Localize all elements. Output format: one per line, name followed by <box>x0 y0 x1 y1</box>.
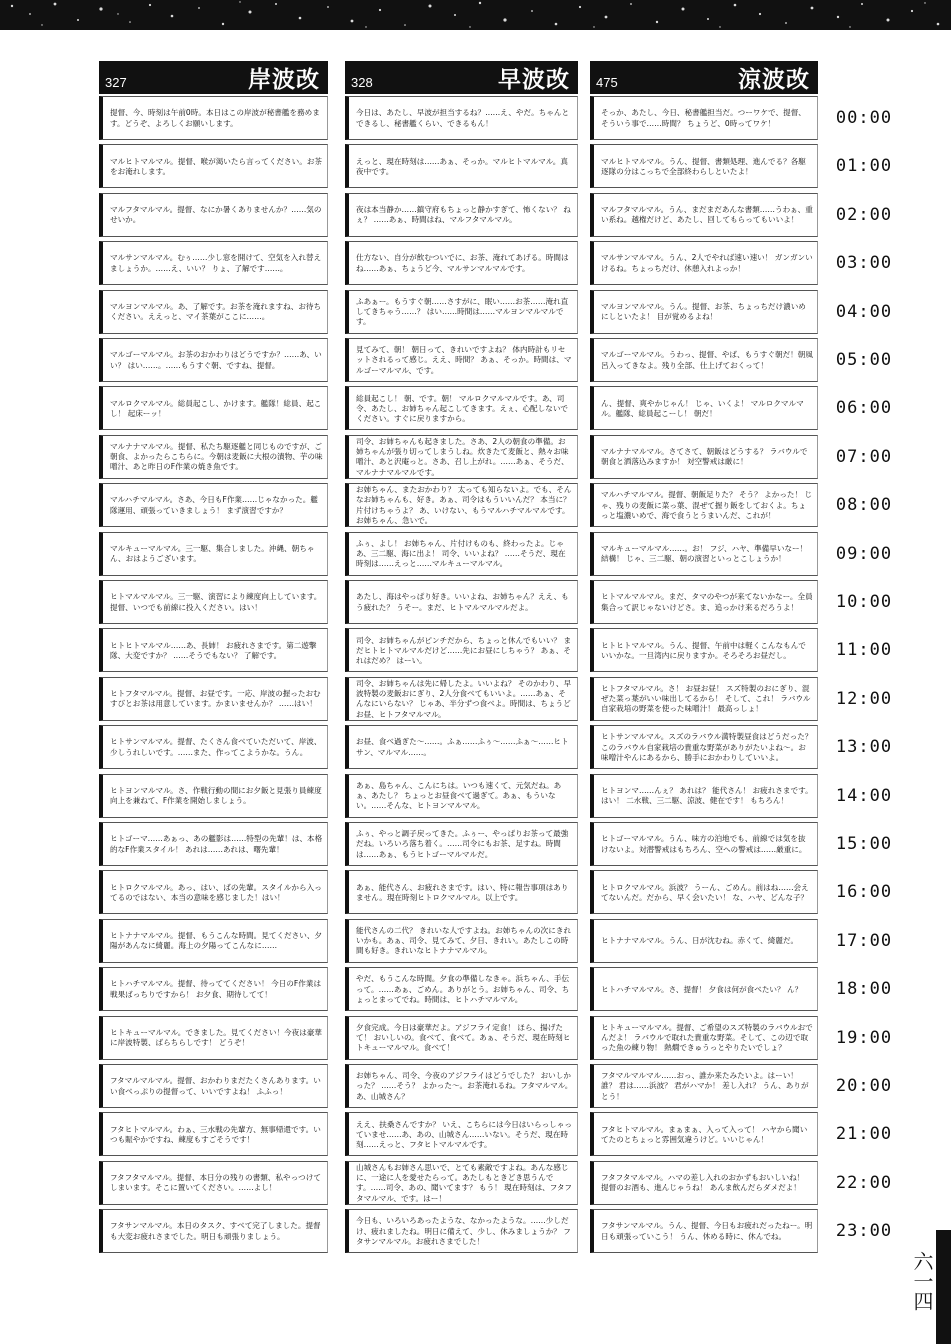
suzunami-line: ヒトヒトマルマル。うん、提督、午前中は軽くこんなもんでいいかな。一旦湾内に戻りますか。そろそろお昼だし。 <box>601 640 806 660</box>
kishinami-line: マルゴーマルマル。お茶のおかわりはどうですか？……あ、いい？ はい……。……もうすぐ朝、ですね、提督。 <box>110 350 322 370</box>
column-header-suzunami <box>590 61 818 94</box>
hayanami-line: ふぅ、よし！ お姉ちゃん、片付けものも、終わったよ。じゃあ、三二駆、海に出よ！ 司令、いいよね？ ……そうだ、現在時刻は……えっと……マルキューマルマル。 <box>356 538 566 569</box>
suzunami-line: マルハチマルマル。提督、朝飯足りた？ そう？ よかった！ じゃ、残りの麦飯に菜っ葉、混ぜて握り飯をしておくよ。ちょっと塩濃いめで、海で食うとうまいんだ、これが！ <box>601 490 813 520</box>
time-label: 18:00 <box>835 979 893 1000</box>
hayanami-line: 仕方ない、自分が飲むついでに、お茶、淹れてあげる。時間はね……あぁ、ちょうど今、マルサンマルマルです。 <box>356 253 569 273</box>
kishinami-line-cell <box>99 96 328 140</box>
table-row <box>99 532 899 577</box>
suzunami-line: ヒトハチマルマル。さ、提督！ 夕食は何が食べたい？ ん？ <box>601 984 803 994</box>
time-label: 10:00 <box>835 592 893 612</box>
suzunami-line-cell <box>590 1161 818 1205</box>
hayanami-line: お昼、食べ過ぎた～……。ふぁ……ふぅ～……ふぁ～……ヒトサン、マルマル……。 <box>356 737 569 757</box>
column-header-hayanami <box>345 61 578 94</box>
hayanami-line: ええ、扶桑さんですか？ いえ、こちらには今日はいらっしゃっていませ……あ、あの、山城さん……いない。そうだ、現在時刻……えっと、フタヒトマルマルです。 <box>356 1119 572 1149</box>
time-label: 04:00 <box>835 301 893 322</box>
time-label: 21:00 <box>835 1124 893 1145</box>
kishinami-line: 提督、今、時刻は午前0時。本日はこの岸波が秘書艦を務めます。どうぞ、よろしくお願いします。 <box>110 108 320 128</box>
ship-name: 涼波改 <box>738 66 810 93</box>
time-label: 02:00 <box>835 204 893 225</box>
kishinami-line-cell <box>99 919 328 963</box>
hayanami-line-cell <box>345 580 578 624</box>
suzunami-line-cell <box>590 435 818 479</box>
suzunami-line: フタフタマルマル。ハマの差し入れのおかずもおいしいね！ 提督のお酒も、進んじゃうね！ あんま飲んだらダメだよ！ <box>601 1173 805 1193</box>
suzunami-line-cell <box>590 386 818 430</box>
kishinami-line: ヒトサンマルマル。提督、たくさん食べていただいて、岸波、少しうれしいです。……また、作ってこようかな。うん。 <box>110 737 322 757</box>
hayanami-line-cell <box>345 1161 578 1205</box>
kishinami-line: ヒトゴーマ……あぁっ、あの艦影は……特型の先輩！は、本格的なF作業スタイル！ あれは……あれは、曙先輩！ <box>110 834 323 854</box>
suzunami-line: マルキューマルマル……。お！ フジ、ハヤ、準備早いなー！ 結構！ じゃ、三二駆、朝の演習といっとこしょうか！ <box>601 543 808 564</box>
suzunami-line: マルナナマルマル。さてさて、朝飯はどうする？ ラバウルで朝食と洒落込みますか！ 対空警戒は厳に！ <box>601 447 808 467</box>
hayanami-line-cell <box>345 870 578 914</box>
table-row <box>99 677 899 722</box>
kishinami-line-cell <box>99 241 328 285</box>
suzunami-line-cell <box>590 580 818 624</box>
table-row <box>99 628 899 673</box>
kishinami-line-cell <box>99 677 328 721</box>
hayanami-line: 総員起こし！ 朝、です。朝！ マルロクマルマルです。あ、司令、あたし、お姉ちゃん起こしてきます。えぇ、心配しないでください。すぐに戻りますから。 <box>356 393 569 423</box>
suzunami-line-cell <box>590 725 818 769</box>
kishinami-line: マルハチマルマル。さあ、今日もF作業……じゃなかった。艦隊運用、頑張っていきましょう！ まず演習ですか？ <box>110 495 318 515</box>
time-label: 14:00 <box>835 785 893 806</box>
ship-number: 327 <box>105 75 127 90</box>
kishinami-line: ヒトナナマルマル。提督、もうこんな時間。見てください、夕陽があんなに綺麗。海上の夕陽ってこんなに…… <box>110 931 323 951</box>
hayanami-line: お姉ちゃん、またおかわり？ 太っても知らないよ。でも、そんなお姉ちゃんも、好き。あぁ、司令はもういいんだ？ 本当に？ 片付けちゃうよ？ あ、いけない、もうマルハチマルマルです。お姉ちゃん、急いで。 <box>356 485 572 525</box>
hayanami-line-cell <box>345 532 578 576</box>
hayanami-line: 山城さんもお姉さん思いで、とても素敵ですよね。あんな感じに、一途に人を愛せたらって。あたしもときどき思うんです。……司令、あの、聞いてます？ もう！ 現在時刻は、フタフタマルマル、です。はー！ <box>356 1162 573 1203</box>
table-row <box>99 1112 899 1157</box>
hayanami-line: やだ、もうこんな時間。夕食の準備しなきゃ。浜ちゃん、手伝って。……あぁ、ごめん。ありがとう。お姉ちゃん、司令、ちょっとまってでね。時間は、ヒトハチマルマル。 <box>356 974 570 1004</box>
suzunami-line-cell <box>590 870 818 914</box>
suzunami-line-cell <box>590 532 818 576</box>
table-row <box>99 144 899 189</box>
time-label: 15:00 <box>835 834 893 854</box>
hayanami-line-cell <box>345 241 578 285</box>
hayanami-line-cell <box>345 919 578 963</box>
column-header-kishinami <box>99 61 328 94</box>
kishinami-line: フタサンマルマル。本日のタスク、すべて完了しました。提督も大変お疲れさまでした。明日も頑張りましょう。 <box>110 1221 321 1241</box>
suzunami-line: ヒトヨンマ……んぇ？ あれは？ 能代さん！ お疲れさまです。はい！ 二水戦、三二駆、涼波、健在です！ もちろん！ <box>601 785 813 806</box>
table-row <box>99 967 899 1012</box>
table-row <box>99 822 899 867</box>
kishinami-line: マルキューマルマル。三一駆、集合しました。沖縄、朝ちゃん、おはようございます。 <box>110 543 315 564</box>
suzunami-line: ヒトゴーマルマル。うん、味方の泊地でも、前線では気を抜けないよ。対潜警戒はもちろん、空への警戒は……厳重に。 <box>601 834 807 854</box>
table-row <box>99 338 899 383</box>
suzunami-line-cell <box>590 193 818 237</box>
suzunami-line-cell <box>590 241 818 285</box>
suzunami-line: ヒトサンマルマル。スズのラバウル満特製昼食はどうだった？ このラバウル自家栽培の貴重な野菜がありがたいよね～。お味噌汁やんにあるから、勝手におかわりしていいよ。 <box>601 732 813 762</box>
kishinami-line-cell <box>99 290 328 334</box>
kishinami-line: マルフタマルマル。提督、なにか暑くありませんか？……気のせいか。 <box>110 205 322 225</box>
suzunami-line: ヒトフタマルマル。さ！ お昼お昼！ スズ特製のおにぎり、混ぜた菜っ葉がいい味出してるから！ そして、これ！ ラバウル自家栽培の野菜を使った味噌汁！ 最高っしょ！ <box>601 683 811 714</box>
suzunami-line-cell <box>590 290 818 334</box>
table-row <box>99 386 899 431</box>
table-row <box>99 870 899 915</box>
table-row <box>99 1161 899 1206</box>
table-row <box>99 580 899 625</box>
hayanami-line: 今日も、いろいろあったような、なかったような。……少しだけ、疲れましたね。明日に備えて、少し、休みましょうか？ フタサンマルマル。お疲れさまでした！ <box>356 1216 571 1246</box>
table-row <box>99 96 899 141</box>
time-label: 23:00 <box>835 1221 893 1242</box>
suzunami-line-cell <box>590 967 818 1011</box>
kishinami-line-cell <box>99 386 328 430</box>
table-row <box>99 290 899 335</box>
suzunami-line-cell <box>590 822 818 866</box>
kishinami-line: マルサンマルマル。むぅ……少し窓を開けて、空気を入れ替えましょうか。……え、いい？ りょ、了解です……。 <box>110 253 322 273</box>
time-label: 13:00 <box>835 737 893 758</box>
suzunami-line: フタサンマルマル。うん、提督、今日もお疲れだったねー。明日も頑張っていこう！ うん、休める時に、休んでね。 <box>601 1221 813 1241</box>
hayanami-line-cell <box>345 290 578 334</box>
kishinami-line: ヒトキューマルマル。できました。見てください！今夜は豪華に岸波特製、ばらちらしです！ どうぞ！ <box>110 1027 323 1048</box>
kishinami-line: ヒトヒトマルマル……あ、長姉！ お疲れさまです。第二遊撃隊、大変ですか？ ……そうでもない？ 了解です。 <box>110 640 317 660</box>
time-label: 01:00 <box>835 156 893 177</box>
table-row <box>99 725 899 770</box>
kishinami-line: マルヒトマルマル。提督、喉が渇いたら言ってください。お茶をお淹れします。 <box>110 156 323 176</box>
hayanami-line: 司令、お姉ちゃんも起きました。さあ、2人の朝食の準備。お姉ちゃんが張り切ってしまうしね。炊きたて麦飯と、熱々お味噌汁、あと沢庵っと。さあ、召し上がれ。……あぁ、そうだ、マルナナマルマルです。 <box>356 436 569 477</box>
table-row <box>99 1064 899 1109</box>
hayanami-line-cell <box>345 435 578 479</box>
kishinami-line-cell <box>99 338 328 382</box>
kishinami-line-cell <box>99 193 328 237</box>
page-edge-tab <box>936 1230 951 1344</box>
table-row <box>99 1209 899 1254</box>
kishinami-line: フタマルマルマル。提督、おかわりまだたくさんあります。いい食べっぷりの提督って、いいですよね！ ふふっ！ <box>110 1076 321 1096</box>
table-row <box>99 1016 899 1061</box>
suzunami-line-cell <box>590 96 818 140</box>
kishinami-line: ヒトフタマルマル。提督、お昼です。一応、岸波の握ったおむすびとお茶は用意しています。かまいませんか？ ……はい！ <box>110 689 321 709</box>
kishinami-line: ヒトロクマルマル。あっ、はい、ばの先輩。スタイルから入ってるのではない、本当の意味を感じました！はい！ <box>110 882 322 902</box>
time-label: 11:00 <box>835 640 893 661</box>
kishinami-line-cell <box>99 532 328 576</box>
suzunami-line: マルヨンマルマル。うん。提督、お茶、ちょっちだけ濃いめにしといたよ！ 目が覚めるよね！ <box>601 301 806 322</box>
suzunami-line: マルサンマルマル。うん、2人でやれば速い速い！ ガンガンいけるね。ちょっちだけ、休憩入れよっか！ <box>601 253 813 273</box>
suzunami-line: ヒトナナマルマル。うん、日が沈むね。赤くて、綺麗だ。 <box>601 936 799 946</box>
hayanami-line: 夜は本当静か……鎮守府もちょっと静かすぎて、怖くない？ ねぇ？ ……あぁ、時間はね、マルフタマルマル。 <box>356 205 571 225</box>
time-label: 06:00 <box>835 398 893 419</box>
time-label: 08:00 <box>835 495 893 516</box>
hayanami-line-cell <box>345 96 578 140</box>
kishinami-line: マルヨンマルマル。あ、了解です。お茶を淹れますね、お待ちください。ええっと、マイ茶葉がここに……。 <box>110 301 322 322</box>
kishinami-line-cell <box>99 870 328 914</box>
suzunami-line: ヒトロクマルマル。浜波？ うーん、ごめん。前はね……会えてないんだ。だから、早く会いたい！ な、ハヤ、どんな子？ <box>601 882 809 902</box>
suzunami-line: そっか、あたし、今日、秘書艦担当だ。つーワケで、提督、そういう事で……時間？ ちょうど、0時ってワケ！ <box>601 108 806 128</box>
kishinami-line: ヒトマルマルマル。三一駆、演習により練度向上しています。提督、いつでも前線に投入ください。はい！ <box>110 592 322 612</box>
kishinami-line-cell <box>99 1016 328 1060</box>
suzunami-line-cell <box>590 144 818 188</box>
hayanami-line: 能代さんの二代？ きれいな人ですよね。お姉ちゃんの次にきれいかも。あぁ、司令、見てみて、夕日、きれい。あたしこの時間も好き。きれいなヒトナナマルマル。 <box>356 925 572 956</box>
suzunami-line-cell <box>590 1209 818 1253</box>
hayanami-line: 司令、お姉ちゃんがピンチだから、ちょっと休んでもいい？ まだヒトヒトマルマルだけど……先にお昼にしちゃう？ あぁ、それはだめ？ はーい。 <box>356 635 572 665</box>
hayanami-line: 夕食完成。今日は豪華だよ。アジフライ定食！ ほら、揚げたて！ おいしいの。食べて、食べて。あぁ、そうだ、現在時刻ヒトキューマルマル。食べて！ <box>356 1022 571 1053</box>
hayanami-line-cell <box>345 628 578 672</box>
ship-number: 475 <box>596 75 618 90</box>
hayanami-line: ふぅ、やっと調子戻ってきた。ふぅー、やっぱりお茶って最強だね。いろいろ落ち着く。……司令にもお茶、足すね。時間は……あぁ、もうヒトゴーマルマルだ。 <box>356 829 569 859</box>
kishinami-line: マルナナマルマル。提督、私たち駆逐艦と同じものですが、ご朝食、よかったらこちらに。今朝は麦飯に大根の漬物、芋の味噌汁、あと昨日のF作業の焼き魚です。 <box>110 441 323 472</box>
hayanami-line-cell <box>345 967 578 1011</box>
time-label: 03:00 <box>835 253 893 274</box>
suzunami-line: ヒトキューマルマル。提督、ご希望のスズ特製のラバウルおでんだよ！ ラバウルで取れた貴重な野菜。そして、この辺で取った魚の練り物！ 熱燗できゅうっとやりたいでしょ？ <box>601 1022 813 1053</box>
suzunami-line: フタヒトマルマル。まぁまぁ、入って入って！ ハヤから聞いてたのとちょっと雰囲気違うけど。いいじゃん！ <box>601 1124 808 1144</box>
kishinami-line-cell <box>99 1112 328 1156</box>
suzunami-line-cell <box>590 338 818 382</box>
suzunami-line-cell <box>590 774 818 818</box>
kishinami-line-cell <box>99 967 328 1011</box>
kishinami-line: フタフタマルマル。提督、本日分の残りの書類、私やっつけてしまいます。そこに置いてください。……よし！ <box>110 1173 321 1193</box>
time-label: 09:00 <box>835 543 893 564</box>
hayanami-line-cell <box>345 677 578 721</box>
hayanami-line-cell <box>345 774 578 818</box>
kishinami-line-cell <box>99 1209 328 1253</box>
hayanami-line-cell <box>345 725 578 769</box>
hayanami-line: あぁ、島ちゃん、こんにちは。いつも速くて、元気だね。あぁ、あたし？ ちょっとお昼食べて過ぎて。あぁ、もういない。……そんな、ヒトヨンマルマル。 <box>356 780 562 811</box>
time-label: 12:00 <box>835 688 893 709</box>
hayanami-line-cell <box>345 822 578 866</box>
suzunami-line: フタマルマルマル……おっ、誰か来たみたいよ。はーい！誰？ 君は……浜波？ 君がハマか！ 差し入れ？ うん、ありがとう！ <box>601 1071 809 1101</box>
kishinami-line-cell <box>99 580 328 624</box>
hayanami-line: あぁ、能代さん、お疲れさまです。はい、特に報告事項はありません。現在時刻ヒトロクマルマル。以上です。 <box>356 882 569 902</box>
kishinami-line-cell <box>99 774 328 818</box>
hayanami-line-cell <box>345 1016 578 1060</box>
hayanami-line-cell <box>345 193 578 237</box>
kishinami-line: フタヒトマルマル。わぁ、三水戦の先輩方、無事帰還です。いつも賑やかですね、練度もすごそうです！ <box>110 1124 321 1144</box>
table-row <box>99 435 899 480</box>
time-label: 22:00 <box>835 1172 893 1193</box>
ship-number: 328 <box>351 75 373 90</box>
hayanami-line: 見てみて、朝！ 朝日って、きれいですよね？ 体内時計もリセットされるって感じ。ええ、時間？ あぁ、そっか。時間は、マルゴーマルマル、です。 <box>356 345 572 375</box>
kishinami-line: ヒトハチマルマル。提督、待っててください！ 今日のF作業は戦果ばっちりですから！ お夕食、期待してて！ <box>110 979 322 999</box>
suzunami-line: マルフタマルマル。うん、まだまだあんな書類……うわぁ、重い系ね。越権だけど、あたし、回してもらってもいいよ！ <box>601 205 813 225</box>
ship-name: 岸波改 <box>248 66 320 93</box>
kishinami-line-cell <box>99 1064 328 1108</box>
hayanami-line: ふあぁー。もうすぐ朝……さすがに、眠い……お茶……淹れ直してきちゃう……？ はい……時間は……マルヨンマルマルです。 <box>356 296 569 327</box>
table-row <box>99 193 899 238</box>
hayanami-line-cell <box>345 1112 578 1156</box>
hayanami-line-cell <box>345 144 578 188</box>
time-label: 00:00 <box>835 108 893 128</box>
hayanami-line-cell <box>345 1209 578 1253</box>
time-label: 17:00 <box>835 930 893 951</box>
hayanami-line-cell <box>345 1064 578 1108</box>
speckle-pattern <box>0 0 951 30</box>
suzunami-line: ヒトマルマルマル。まだ、タマのやつが来てないかなー。全員集合って訳じゃないけどさ。ま、追っかけ来るだろうよ！ <box>601 592 813 612</box>
kishinami-line-cell <box>99 725 328 769</box>
suzunami-line-cell <box>590 1112 818 1156</box>
table-row <box>99 241 899 286</box>
suzunami-line-cell <box>590 919 818 963</box>
time-label: 05:00 <box>835 350 893 370</box>
ship-name: 早波改 <box>498 66 570 93</box>
decorative-top-band <box>0 0 951 30</box>
kishinami-line: マルロクマルマル。総員起こし、かけます。艦隊！総員、起こし！ 起床ーッ！ <box>110 398 322 418</box>
hayanami-line-cell <box>345 483 578 527</box>
table-row <box>99 774 899 819</box>
page-number: 六一四 <box>910 1251 934 1311</box>
hayanami-line-cell <box>345 386 578 430</box>
suzunami-line: マルヒトマルマル。うん、提督、書類処理、進んでる？各駆逐隊の分はこっちで全部終わらしといたよ！ <box>601 156 806 176</box>
kishinami-line-cell <box>99 628 328 672</box>
suzunami-line: マルゴーマルマル。うわっ、提督、やば、もうすぐ朝だ！朝風呂入ってきなよ。残り全部、仕上げておくって！ <box>601 350 813 370</box>
kishinami-line-cell <box>99 144 328 188</box>
hayanami-line: あたし、海はやっぱり好き。いいよね、お姉ちゃん？ええ、もう疲れた？ うそー。まだ、ヒトマルマルマルだよ。 <box>356 592 569 612</box>
kishinami-line-cell <box>99 483 328 527</box>
kishinami-line-cell <box>99 435 328 479</box>
time-label: 19:00 <box>835 1027 893 1048</box>
time-label: 07:00 <box>835 446 893 467</box>
kishinami-line-cell <box>99 822 328 866</box>
time-label: 16:00 <box>835 882 893 903</box>
table-row <box>99 483 899 528</box>
kishinami-line-cell <box>99 1161 328 1205</box>
suzunami-line-cell <box>590 1064 818 1108</box>
hayanami-line: 司令、お姉ちゃんは先に帰したよ。いいよね？ そのかわり、早波特製の麦飯おにぎり、2人分食べてもいいよ。……あぁ、そんなにいらない？ じゃあ、半分ずつ食べよ。時間は、ちょうどお昼、ヒトフタマルマル。 <box>356 678 572 719</box>
suzunami-line-cell <box>590 677 818 721</box>
suzunami-line: ん、提督、爽やかじゃん！ じゃ、いくよ！ マルロクマルマル。艦隊、総員起こーし！ 朝だ！ <box>601 398 804 418</box>
hayanami-line-cell <box>345 338 578 382</box>
kishinami-line: ヒトヨンマルマル。さ、作戦行動の間にお夕飯と見張り員練度向上を兼ねて、F作業を開始しましょう。 <box>110 785 322 806</box>
hayanami-line: 今日は、あたし、早波が担当するね？……え、やだ。ちゃんとできるし、秘書艦くらい、できるもん！ <box>356 108 570 128</box>
time-label: 20:00 <box>835 1076 893 1096</box>
suzunami-line-cell <box>590 1016 818 1060</box>
suzunami-line-cell <box>590 483 818 527</box>
hayanami-line: えっと、現在時刻は……あぁ、そっか。マルヒトマルマル。真夜中です。 <box>356 156 568 176</box>
hayanami-line: お姉ちゃん、司令、今夜のアジフライはどうでした？ おいしかった？ ……そう？ よかった～。お茶淹れるね。フタマルマル。あ、山城さん？ <box>356 1071 573 1101</box>
table-row <box>99 919 899 964</box>
suzunami-line-cell <box>590 628 818 672</box>
